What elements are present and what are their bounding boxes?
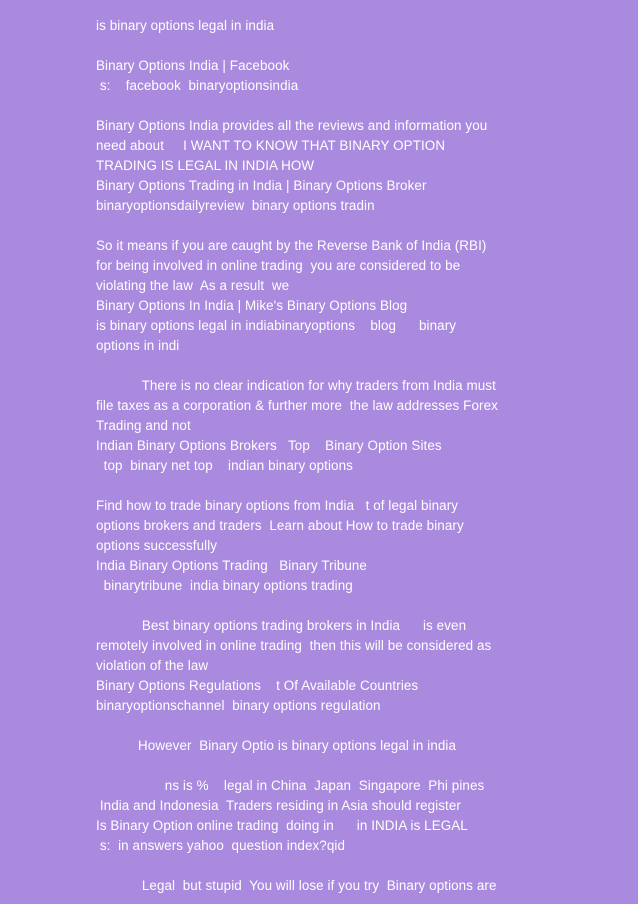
text-line: is binary options legal in india — [96, 18, 275, 33]
text-line: binarytribune india binary options trading — [96, 578, 353, 593]
text-line: for being involved in online trading you are considered to be — [96, 258, 461, 273]
text-line: need about I WANT TO KNOW THAT BINARY OPTION — [96, 138, 446, 153]
text-line: Binary Options In India | Mike's Binary Options Blog — [96, 298, 408, 313]
text-line: Find how to trade binary options from India t of legal binary — [96, 498, 459, 513]
text-line: file taxes as a corporation & further more the law addresses Forex — [96, 398, 498, 413]
text-line: options in indi — [96, 338, 180, 353]
text-line: violating the law As a result we — [96, 278, 290, 293]
text-line: Best binary options trading brokers in India is even — [96, 618, 467, 633]
text-line: There is no clear indication for why traders from India must — [96, 378, 496, 393]
text-line: India Binary Options Trading Binary Tribune — [96, 558, 367, 573]
text-line: However Binary Optio is binary options legal in india — [96, 738, 457, 753]
text-line: Trading and not — [96, 418, 191, 433]
text-line: Legal but stupid You will lose if you try Binary options are — [96, 878, 497, 893]
text-line: So it means if you are caught by the Reverse Bank of India (RBI) — [96, 238, 487, 253]
text-line: binaryoptionsdailyreview binary options tradin — [96, 198, 375, 213]
text-line: top binary net top indian binary options — [96, 458, 353, 473]
text-line: Binary Options Trading in India | Binary Options Broker — [96, 178, 427, 193]
text-line: TRADING IS LEGAL IN INDIA HOW — [96, 158, 315, 173]
text-line: Binary Options India | Facebook — [96, 58, 290, 73]
text-line: binaryoptionschannel binary options regulation — [96, 698, 381, 713]
text-line: s: facebook binaryoptionsindia — [96, 78, 299, 93]
text-line: Binary Options Regulations t Of Available Countries — [96, 678, 419, 693]
text-line: is binary options legal in indiabinaryoptions blog binary — [96, 318, 457, 333]
text-line: India and Indonesia Traders residing in Asia should register — [96, 798, 461, 813]
text-line: remotely involved in online trading then this will be considered as — [96, 638, 492, 653]
text-line: Is Binary Option online trading doing in in INDIA is LEGAL — [96, 818, 468, 833]
text-line: options brokers and traders Learn about How to trade binary — [96, 518, 464, 533]
text-line: s: in answers yahoo question index?qid — [96, 838, 346, 853]
text-line: ns is % legal in China Japan Singapore Phi pines — [96, 778, 485, 793]
text-line: Binary Options India provides all the reviews and information you — [96, 118, 488, 133]
text-line: Indian Binary Options Brokers Top Binary Option Sites — [96, 438, 442, 453]
text-line: violation of the law — [96, 658, 209, 673]
text-line: options successfully — [96, 538, 218, 553]
